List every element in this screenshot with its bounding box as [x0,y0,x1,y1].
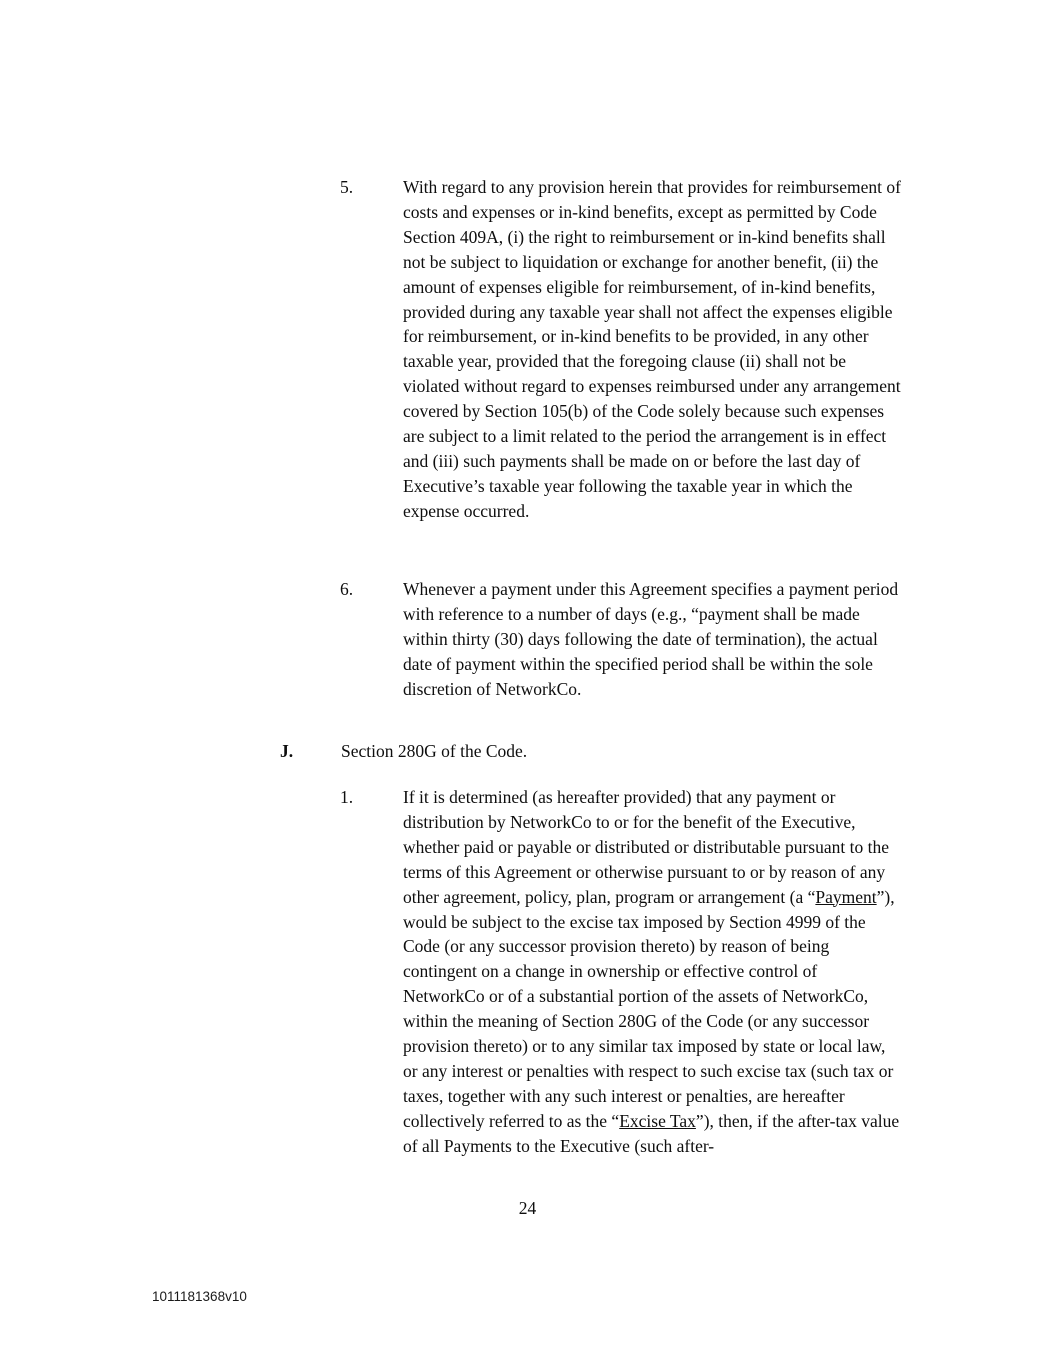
page-number: 24 [518,1198,537,1218]
paragraph-6-number: 6. [340,579,354,599]
paragraph-1 [340,785,902,1159]
footer-doc-id: 1011181368v10 [152,1289,247,1304]
section-letter: J. [280,741,294,761]
paragraph-6-text: Whenever a payment under this Agreement specifies a payment period with reference to a number of days (e.g., “payment shall be made within thirty (30) days following the date of termination), the actual date of payment within the specified period shall be within the sole discretion of NetworkCo. [403,579,899,699]
paragraph-1-text: If it is determined (as hereafter provided) that any payment or distribution by NetworkCo to or for the benefit of the Executive, whether paid or payable or distributed or distributable pursuant to the terms of this Agreement or otherwise pursuant to or by reason of any other agreement, policy, plan, program or arrangement (a “Payment”), would be subject to the excise tax imposed by Section 4999 of the Code (or any successor provision thereto) by reason of being contingent on a change in ownership or effective control of NetworkCo or of a substantial portion of the assets of NetworkCo, within the meaning of Section 280G of the Code (or any successor provision thereto) or to any similar tax imposed by state or local law, or any interest or penalties with respect to such excise tax (such tax or taxes, together with any such interest or penalties, are hereafter collectively referred to as the “Excise Tax”), then, if the after-tax value of all Payments to the Executive (such after- [403,787,900,1156]
paragraph-6 [340,577,902,702]
section-title: Section 280G of the Code. [341,741,528,761]
section-heading-J [280,739,920,764]
paragraph-5-text: With regard to any provision herein that provides for reimbursement of costs and expenses or in-kind benefits, except as permitted by Code Section 409A, (i) the right to reimbursement or in-kind benefits shall not be subject to liquidation or exchange for another benefit, (ii) the amount of expenses eligible for reimbursement, of in-kind benefits, provided during any taxable year shall not affect the expenses eligible for reimbursement, or in-kind benefits to be provided, in any other taxable year, provided that the foregoing clause (ii) shall not be violated without regard to expenses reimbursed under any arrangement covered by Section 105(b) of the Code solely because such expenses are subject to a limit related to the period the arrangement is in effect and (iii) such payments shall be made on or before the last day of Executive’s taxable year following the taxable year in which the expense occurred. [403,177,901,521]
paragraph-5 [340,175,902,524]
paragraph-1-number: 1. [340,787,354,807]
paragraph-5-number: 5. [340,177,354,197]
